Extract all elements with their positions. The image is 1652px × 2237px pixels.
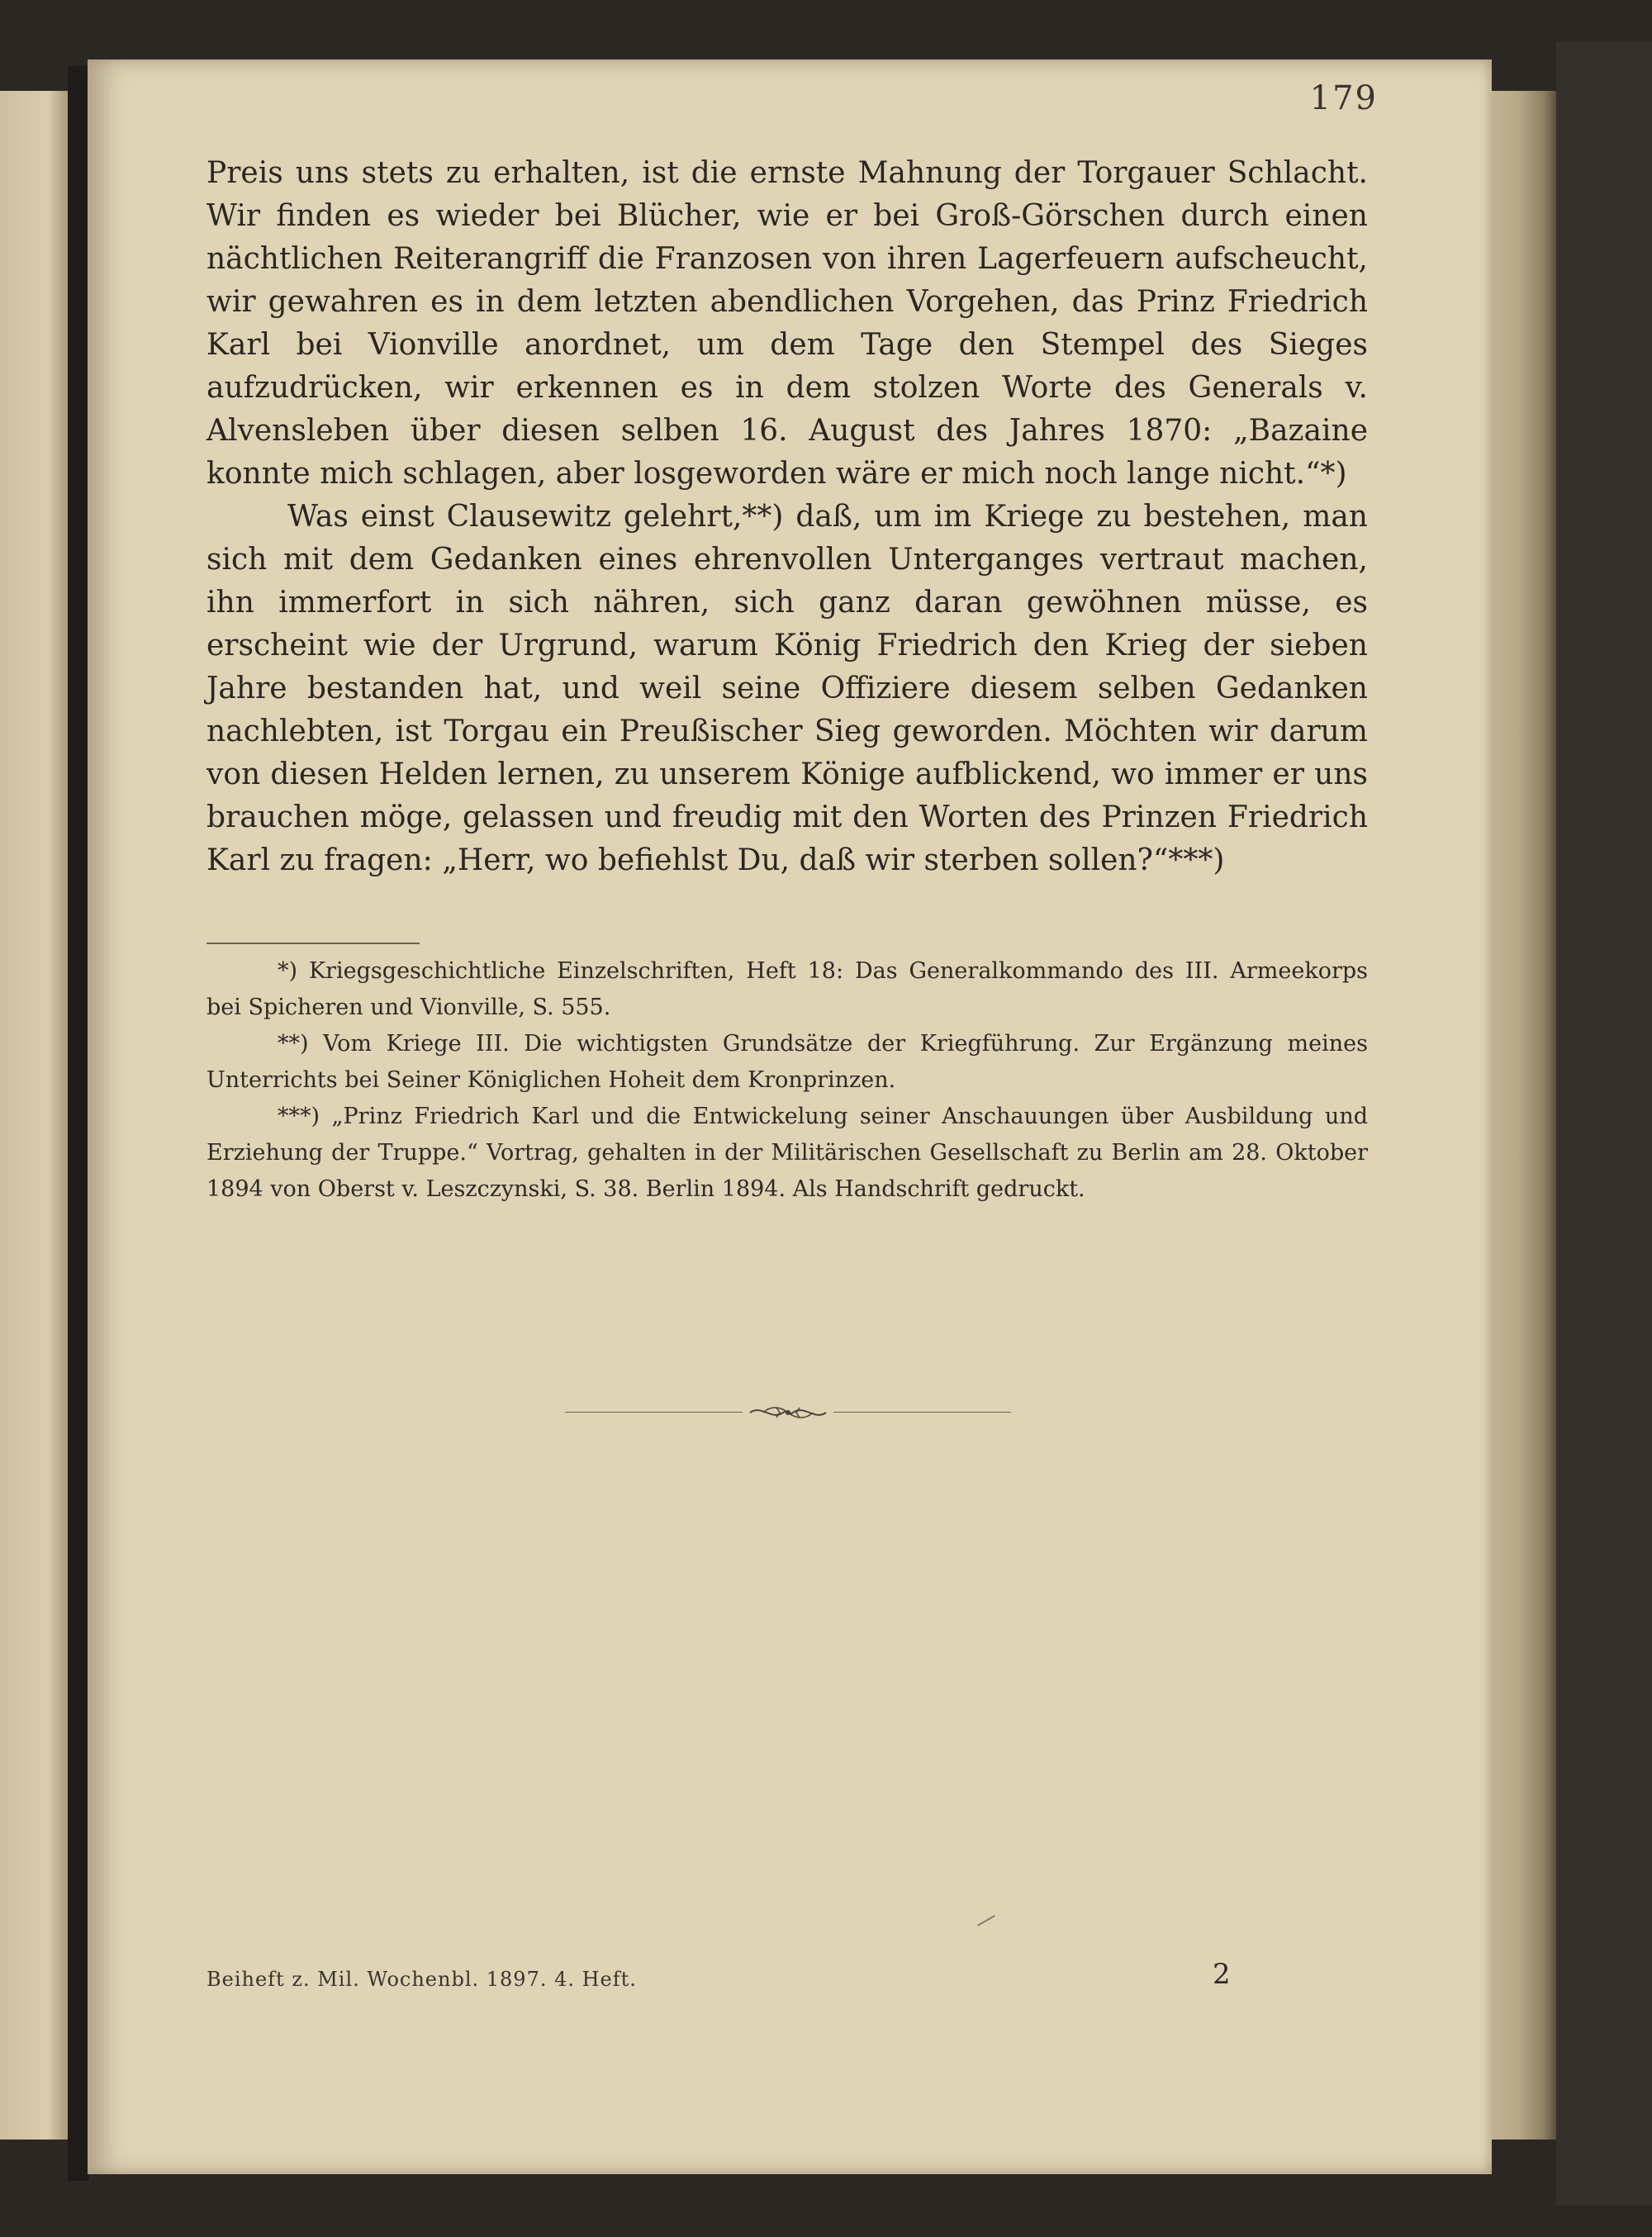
footnote: *) Kriegsgeschichtliche Einzelschriften, Heft 18: Das Generalkommando des III. Armeekorps bei Spicheren und Vionville, S. 555. (206, 958, 1368, 1020)
footnote: **) Vom Kriege III. Die wichtigsten Grundsätze der Kriegführung. Zur Ergänzung meines Unterrichts bei Seiner Königlichen Hoheit dem Kronprinzen. (206, 1031, 1368, 1093)
page-block-edge (1492, 91, 1556, 2140)
book-cover (1556, 41, 1652, 2206)
ornament-line-left (565, 1412, 743, 1413)
previous-page-edge (0, 91, 68, 2140)
end-ornament (565, 1396, 1011, 1429)
paragraph: Was einst Clausewitz gelehrt,**) daß, um im Kriege zu bestehen, man sich mit dem Gedanken eines ehrenvollen Unterganges vertraut machen, ihn immerfort in sich nähren, sich ganz daran gewöhnen müsse, es erscheint wie der Urgrund, warum König Friedrich den Krieg der sieben Jahre bestanden hat, und weil seine Offiziere diesem selben Gedanken nachlebten, ist Torgau ein Preußischer Sieg geworden. Möchten wir darum von diesen Helden lernen, zu unserem Könige aufblickend, wo immer er uns brauchen möge, gelassen und freudig mit den Worten des Prinzen Friedrich Karl zu fragen: „Herr, wo befiehlst Du, daß wir sterben sollen?“***) (206, 500, 1368, 877)
body-text (206, 152, 1368, 882)
book-gutter (68, 66, 89, 2181)
sheet-number: 2 (1213, 1958, 1231, 1991)
footnote: ***) „Prinz Friedrich Karl und die Entwickelung seiner Anschauungen über Ausbildung und Erziehung der Truppe.“ Vortrag, gehalten in der Militärischen Gesellschaft zu Berlin am 28. Oktober 1894 von Oberst v. Leszczynski, S. 38. Berlin 1894. Als Handschrift gedruckt. (206, 1104, 1368, 1202)
flourish-icon (747, 1401, 829, 1424)
paragraph: Preis uns stets zu erhalten, ist die ernste Mahnung der Torgauer Schlacht. Wir finden es wieder bei Blücher, wie er bei Groß-Görschen durch einen nächtlichen Reiterangriff die Franzosen von ihren Lagerfeuern aufscheucht, wir gewahren es in dem letzten abendlichen Vorgehen, das Prinz Friedrich Karl bei Vionville anordnet, um dem Tage den Stempel des Sieges aufzudrücken, wir erkennen es in dem stolzen Worte des Generals v. Alvensleben über diesen selben 16. August des Jahres 1870: „Bazaine konnte mich schlagen, aber losgeworden wäre er mich noch lange nicht.“*) (206, 156, 1368, 491)
signature-line: Beiheft z. Mil. Wochenbl. 1897. 4. Heft. (206, 1968, 637, 1991)
footnote-rule (206, 943, 420, 944)
paper-mark (977, 1915, 995, 1926)
book-page (88, 59, 1492, 2174)
ornament-line-right (833, 1412, 1011, 1413)
footnotes (206, 953, 1368, 1208)
page-number: 179 (1309, 79, 1378, 117)
